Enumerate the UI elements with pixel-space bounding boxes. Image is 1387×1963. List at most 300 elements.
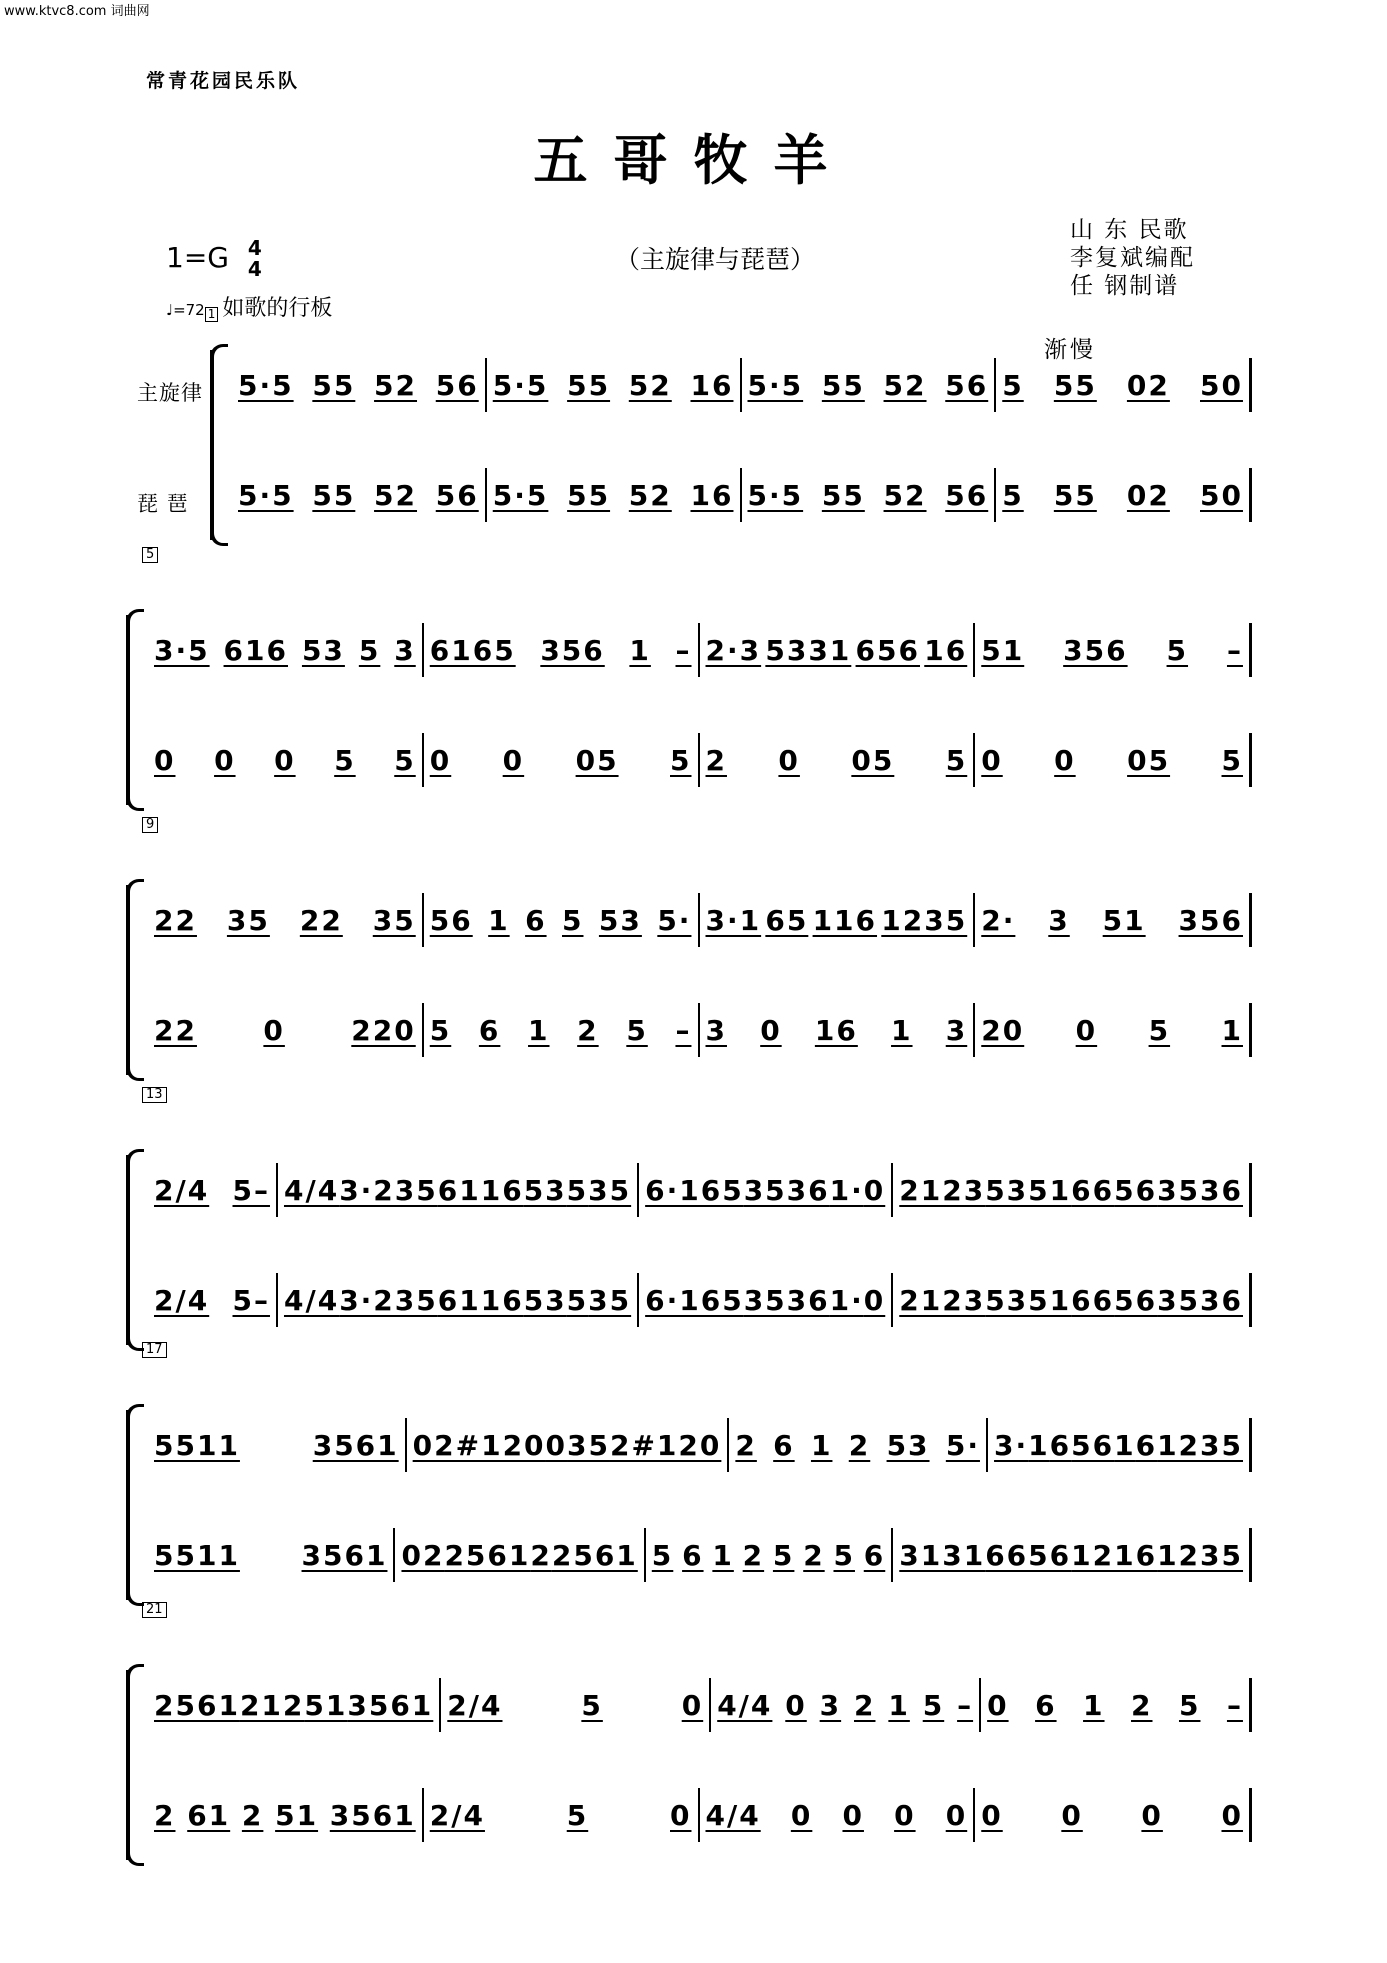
note-group: 02 [401,1538,445,1572]
note-group: 0 [863,1283,886,1317]
note-group: 3561 [301,1538,388,1572]
note-group: 56 [1114,1173,1158,1207]
score-system [210,350,1252,540]
measure [996,358,1252,412]
part-label-melody: 主旋律 [137,381,203,405]
note-group: 2 [154,1798,176,1832]
note-group: 2561 [154,1688,240,1722]
note-group: 55 [821,478,865,512]
pipa-staff [148,733,1252,787]
measure [424,623,700,677]
note-group: 5·5 [492,478,549,512]
measure [893,1163,1252,1217]
note-group: 220 [351,1013,416,1047]
note-group: 5 [566,1173,589,1207]
note-group: 3 [1048,903,1070,937]
measure [148,733,424,787]
note-group: 5 [1178,1688,1201,1722]
note-group: 1· [829,1283,864,1317]
note-group: 1 [1221,1013,1243,1047]
measure [988,1418,1252,1472]
note-group: 53 [886,1428,930,1462]
note-group: 22 [154,1013,197,1047]
note-group: 2· [981,903,1016,937]
measure [975,1003,1252,1057]
note-group: 5 [1221,743,1243,777]
note-group: 55 [821,368,865,402]
measure [700,1788,976,1842]
note-group: 0 [1221,1798,1243,1832]
credit-line: 任 钢制谱 [1070,273,1180,299]
note-group: 51 [304,1688,348,1722]
key-text: 1=G [166,241,229,274]
measure [278,1163,639,1217]
note-group: 6·165 [645,1173,744,1207]
system-brace [126,1410,140,1600]
tempo-marking [166,291,332,322]
score-system [126,885,1252,1075]
measure [424,1003,700,1057]
note-group: 0 [987,1688,1009,1722]
note-group: 3561 [347,1688,434,1722]
note-group: 5·5 [747,368,804,402]
note-group: 3561 [312,1428,399,1462]
note-group: 50 [1200,478,1243,512]
note-group: 56 [435,368,479,402]
note-group: 2 [735,1428,757,1462]
time-bottom: 4 [247,257,262,281]
measure [639,1163,893,1217]
note-group: 2561 [444,1538,531,1572]
measure [893,1528,1252,1582]
measure [646,1528,893,1582]
note-group: 3·235 [339,1173,438,1207]
pipa-staff [232,468,1252,522]
measure [148,1003,424,1057]
note-group: 6 [773,1428,795,1462]
note-group: 616 [223,633,288,667]
note-group: 6 [525,903,547,937]
note-group: 3536 [1157,1283,1243,1317]
note-group: 1 [1114,1428,1136,1462]
note-group: 1 [1083,1688,1105,1722]
key-signature [166,238,262,280]
pipa-staff [148,1528,1252,1582]
measure [487,468,742,522]
note-group: 5 [670,743,692,777]
note-group: 2 [1131,1688,1153,1722]
note-group: – [957,1688,974,1722]
measure-number: 13 [142,1087,167,1103]
measure [700,893,976,947]
score-system [126,1155,1252,1345]
system-brace [210,350,224,540]
note-group: 212 [239,1688,305,1722]
note-group: 1 [528,1013,550,1047]
measure [975,733,1252,787]
note-group: 0 [429,743,452,777]
note-group: 1· [829,1173,864,1207]
note-group: 6 [1049,1428,1072,1462]
note-group: 52 [628,478,672,512]
measure [148,1678,441,1732]
note-group: 2/4 [429,1798,485,1832]
note-group: 53 [301,633,345,667]
note-group: 6 [478,1013,501,1047]
measure-number: 9 [142,817,158,833]
note-group: 1235 [1157,1538,1244,1572]
part-label-pipa: 琵 琶 [137,492,189,516]
note-group: 0 [894,1798,916,1832]
measure [975,623,1252,677]
time-signature [248,238,262,280]
measure [232,468,487,522]
pipa-staff [148,1273,1252,1327]
note-group: 52 [628,368,672,402]
note-group: 35 [588,1173,632,1207]
measure [148,893,424,947]
note-group: 16 [690,478,734,512]
note-group: 1 [488,903,510,937]
note-group: 02 [1126,478,1170,512]
note-group: 1 [810,1428,833,1462]
note-group: 0 [790,1798,813,1832]
measure [424,733,700,787]
note-group: 2/4 [154,1173,210,1207]
note-group: 656 [855,633,920,667]
note-group: 1 [888,1688,910,1722]
time-top: 4 [247,236,262,260]
note-group: 0 [545,1428,568,1462]
measure-number: 5 [142,547,158,563]
system-brace [126,885,140,1075]
note-group: 356 [540,633,605,667]
note-group: 6 [1035,1688,1057,1722]
note-group: 5 [1166,633,1189,667]
note-group: 22 [299,903,343,937]
note-group: 6·165 [645,1283,744,1317]
note-group: 5 [334,743,356,777]
note-group: 5 [1148,1013,1171,1047]
note-group: 5511 [154,1538,240,1572]
note-group: – [1226,1688,1243,1722]
measure [742,468,997,522]
pipa-staff [148,1788,1252,1842]
note-group: 05 [851,743,895,777]
note-group: 5 [566,1283,589,1317]
measure [148,1163,278,1217]
measure [700,1003,976,1057]
note-group: 52 [374,368,418,402]
melody-staff [148,623,1252,677]
note-group: 35 [588,1283,632,1317]
note-group: 1 [712,1538,734,1572]
note-group: 5 [581,1688,603,1722]
note-group: 3536 [743,1283,830,1317]
credit-line: 李复斌编配 [1070,245,1195,271]
note-group: 0 [1054,743,1076,777]
note-group: 0 [778,743,800,777]
note-group: 56 [1071,1428,1115,1462]
note-group: 35 [372,903,416,937]
tempo-text: 如歌的行板 [222,296,333,321]
note-group: 2/4 [447,1688,503,1722]
note-group: 05 [575,743,619,777]
measure [981,1678,1252,1732]
ritardando-mark: 渐慢 [1044,337,1096,363]
note-group: 02 [1126,368,1170,402]
note-group: 02#120 [412,1428,546,1462]
note-group: 0 [785,1688,807,1722]
note-group: 3·5 [154,633,210,667]
note-group: 0 [945,1798,968,1832]
system-brace [126,1155,140,1345]
measure [742,358,997,412]
note-group: 3 [394,633,416,667]
note-group: 6656 [985,1538,1072,1572]
note-group: 56 [945,368,989,402]
note-group: – [675,633,692,667]
note-group: 6165 [429,633,516,667]
melody-staff [232,358,1252,412]
note-group: 20 [981,1013,1025,1047]
note-group: 4/4 [283,1283,340,1317]
note-group: 5·5 [492,368,549,402]
note-group: 35 [567,1428,610,1462]
measure [711,1678,981,1732]
note-group: 6116 [437,1283,524,1317]
measure [148,1788,424,1842]
note-group: 2/4 [154,1283,210,1317]
tempo-value: ♩=72 [166,301,205,319]
note-group: 56 [435,478,479,512]
note-group: 5· [945,1428,980,1462]
measure [395,1528,645,1582]
note-group: 3 [705,1013,727,1047]
system-brace [126,615,140,805]
note-group: 0 [681,1688,704,1722]
measure [407,1418,730,1472]
score-system [126,1670,1252,1860]
note-group: 53 [598,903,642,937]
measure [729,1418,988,1472]
note-group: 0 [981,1798,1003,1832]
note-group: 1235 [881,903,968,937]
note-group: – [1226,633,1243,667]
measure [639,1273,893,1327]
score-system [126,1410,1252,1600]
note-group: 4/4 [705,1798,761,1832]
note-group: 1216 [1071,1538,1158,1572]
note-group: 2561 [551,1538,638,1572]
measure [148,1418,407,1472]
note-group: 2 [241,1798,264,1832]
score-system [126,615,1252,805]
note-group: 5 [562,903,584,937]
note-group: 56 [429,903,473,937]
note-group: 5 [394,743,416,777]
site-watermark: www.ktvc8.com 词曲网 [4,4,150,19]
note-group: 4/4 [283,1173,340,1207]
note-group: 5 [429,1013,452,1047]
note-group: 0 [1141,1798,1163,1832]
measure [893,1273,1252,1327]
note-group: 55 [567,478,611,512]
note-group: 66 [1071,1283,1115,1317]
note-group: 3 [945,1013,968,1047]
note-group: 1235 [1157,1428,1243,1462]
note-group: 4/4 [717,1688,773,1722]
note-group: 3·235 [339,1283,438,1317]
measure [975,1788,1252,1842]
note-group: 65 [765,903,809,937]
note-group: 0 [842,1798,864,1832]
melody-staff [148,1418,1252,1472]
note-group: 5 [945,743,968,777]
note-group: 0 [274,743,296,777]
note-group: 2 [530,1538,552,1572]
note-group: 5·5 [238,368,294,402]
note-group: 3·1 [705,903,762,937]
note-group: 356 [1178,903,1243,937]
note-group: 2 [705,743,727,777]
measure-number: 21 [142,1602,167,1618]
note-group: 0 [981,743,1003,777]
note-group: 16 [814,1013,858,1047]
note-group: 2#120 [609,1428,722,1462]
note-group: 5– [232,1173,270,1207]
measure [424,893,700,947]
measure [148,1528,395,1582]
note-group: 5 [833,1538,855,1572]
note-group: 1 [1028,1428,1050,1462]
note-group: 55 [1053,368,1097,402]
note-group: 5 [358,633,381,667]
measure [148,623,424,677]
band-name: 常青花园民乐队 [146,70,301,92]
note-group: 5·5 [238,478,294,512]
note-group: 35 [226,903,270,937]
melody-staff [148,1678,1252,1732]
note-group: 0 [154,743,176,777]
note-group: 53 [523,1283,567,1317]
measure [424,1788,700,1842]
note-group: 2 [577,1013,599,1047]
subtitle: （主旋律与琵琶） [615,245,816,274]
note-group: 5· [657,903,692,937]
note-group: 0 [214,743,236,777]
note-group: 0 [1075,1013,1098,1047]
note-group: 0 [863,1173,886,1207]
melody-staff [148,893,1252,947]
note-group: 5351 [985,1173,1072,1207]
note-group: 55 [312,368,356,402]
credit-line: 山 东 民歌 [1070,217,1189,243]
note-group: 3536 [743,1173,830,1207]
note-group: 5 [1002,368,1024,402]
note-group: 3536 [1157,1173,1243,1207]
note-group: 1 [629,633,651,667]
note-group: 52 [883,478,927,512]
note-group: 5 [626,1013,648,1047]
note-group: 116 [812,903,878,937]
note-group: 61 [187,1798,231,1832]
note-group: 5 [1002,478,1024,512]
note-group: 5 [772,1538,795,1572]
note-group: 5 [566,1798,589,1832]
note-group: 1 [891,1013,913,1047]
note-group: 5·5 [747,478,804,512]
note-group: 51 [275,1798,319,1832]
note-group: 55 [312,478,356,512]
note-group: 2 [848,1428,871,1462]
note-group: 16 [924,633,968,667]
note-group: 55 [567,368,611,402]
measure [487,358,742,412]
note-group: 5511 [154,1428,240,1462]
note-group: 3131 [899,1538,986,1572]
note-group: 50 [1200,368,1243,402]
note-group: 51 [981,633,1025,667]
measure [975,893,1252,947]
note-group: 2 [742,1538,765,1572]
measure [148,1273,278,1327]
note-group: 2123 [899,1173,986,1207]
note-group: 6 [863,1538,886,1572]
measure [996,468,1252,522]
note-group: 2 [854,1688,876,1722]
note-group: 2 [803,1538,825,1572]
note-group: 356 [1063,633,1128,667]
note-group: 0 [670,1798,692,1832]
note-group: 16 [690,368,734,402]
note-group: 2·3 [705,633,762,667]
note-group: 05 [1127,743,1171,777]
note-group: 5 [651,1538,674,1572]
note-group: 52 [374,478,418,512]
note-group: 51 [1102,903,1146,937]
note-group: 56 [1114,1283,1158,1317]
note-group: 5– [232,1283,270,1317]
measure [441,1678,711,1732]
measure [700,733,976,787]
note-group: 3· [994,1428,1029,1462]
measure [278,1273,639,1327]
note-group: 56 [945,478,989,512]
note-group: 5331 [765,633,852,667]
song-title: 五哥牧羊 [533,128,854,192]
pipa-staff [148,1003,1252,1057]
note-group: 3561 [329,1798,416,1832]
system-brace [126,1670,140,1860]
note-group: 66 [1071,1173,1115,1207]
note-group: 6 [1135,1428,1158,1462]
note-group: 5 [922,1688,945,1722]
note-group: 3 [819,1688,842,1722]
note-group: 0 [502,743,525,777]
note-group: 5351 [985,1283,1072,1317]
measure [700,623,976,677]
note-group: 22 [154,903,197,937]
note-group: 52 [883,368,927,402]
note-group: 0 [263,1013,285,1047]
note-group: 6 [682,1538,704,1572]
note-group: 2123 [899,1283,986,1317]
measure-number: 17 [142,1342,167,1358]
note-group: 0 [760,1013,782,1047]
note-group: 53 [523,1173,567,1207]
melody-staff [148,1163,1252,1217]
